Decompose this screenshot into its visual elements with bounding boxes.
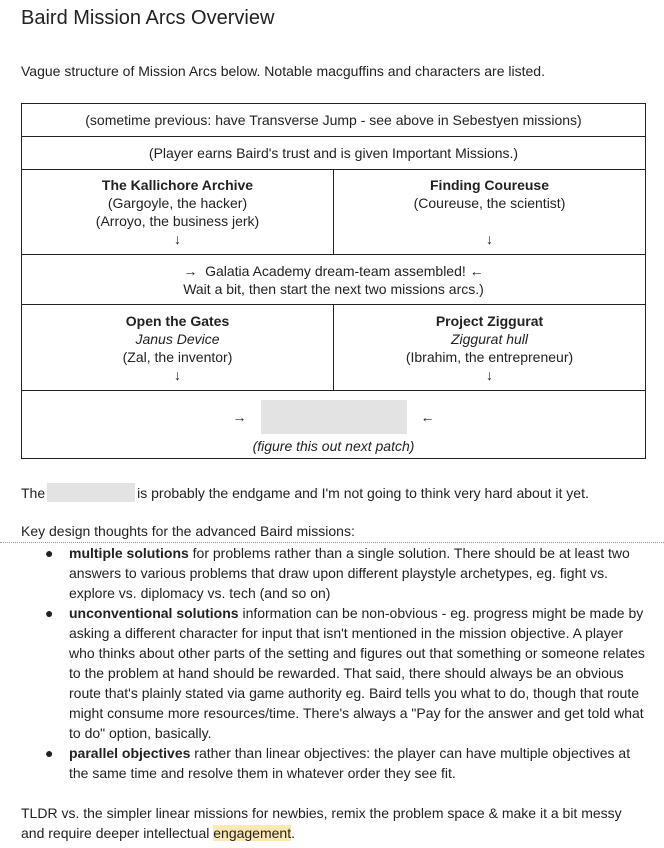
down-arrow: ↓ — [174, 231, 181, 247]
tldr-paragraph — [21, 803, 646, 843]
final-caption: (figure this out next patch) — [252, 438, 415, 454]
item-text: for problems rather than a single solution. There should be at least two answers to various problems that draw upon different playstyle archetypes, eg. fight vs. explore vs. diplomacy vs. tech (and so on) — [69, 545, 630, 601]
list-item — [21, 603, 646, 743]
mission-arcs-table — [21, 103, 646, 459]
bullet-icon: ● — [45, 605, 54, 621]
arc-cell-kallichore — [22, 170, 334, 255]
right-arrow: → — [183, 262, 198, 279]
left-arrow: ← — [420, 409, 435, 425]
item-keyword: parallel objectives — [69, 745, 191, 761]
redacted-block — [261, 400, 407, 434]
design-heading: Key design thoughts for the advanced Baird missions: — [21, 523, 355, 539]
arc-macguffin: Janus Device — [135, 330, 220, 347]
arc-character: (Coureuse, the scientist) — [413, 195, 566, 211]
tldr-end: . — [291, 825, 295, 841]
arc-title: The Kallichore Archive — [101, 177, 254, 193]
down-arrow: ↓ — [486, 366, 493, 383]
arc-cell-gates — [22, 305, 334, 391]
endgame-suffix: is probably the endgame and I'm not going to think very hard about it yet. — [137, 485, 589, 501]
arc-title: Finding Coureuse — [430, 177, 549, 193]
arc-title: Project Ziggurat — [435, 312, 544, 329]
list-item — [21, 743, 646, 783]
right-arrow: → — [232, 409, 247, 425]
design-list — [21, 543, 646, 783]
item-text: rather than linear objectives: the player can have multiple objectives at the same time and resolve them in whatever order they see fit. — [69, 745, 631, 781]
intro-paragraph: Vague structure of Mission Arcs below. Notable macguffins and characters are listed. — [21, 63, 545, 79]
arc-character: (Gargoyle, the hacker) — [107, 195, 248, 211]
bullet-icon: ● — [45, 745, 54, 761]
down-arrow: ↓ — [174, 366, 181, 383]
tldr-text: TLDR vs. the simpler linear missions for newbies, remix the problem space & make it a bit messy and require deeper intellectual — [21, 805, 622, 841]
item-text: information can be non-obvious - eg. progress might be made by asking a different character for input that isn't mentioned in the mission objective. A player who thinks about other parts of the setting and figures out that something or someone relates to the problem at hand should be rewarded. That said, there should always be an obvious route that's plainly stated via game authority eg. Baird tells you what to do, though that route might consume more resources/time. There's always a "Pay for the answer and get told what to do" option, basically. — [69, 605, 645, 741]
arc-title: Open the Gates — [125, 312, 230, 329]
arc-cell-galatia — [22, 255, 646, 305]
list-item — [21, 543, 646, 603]
arc-macguffin: Ziggurat hull — [450, 330, 529, 347]
arc-cell-trust: (Player earns Baird's trust and is given Important Missions.) — [22, 137, 646, 170]
left-arrow: ← — [469, 262, 484, 279]
arc-cell-coureuse — [334, 170, 646, 255]
arc-cell-final — [22, 391, 646, 459]
bullet-icon: ● — [45, 545, 54, 561]
highlighted-word[interactable]: engagement — [213, 825, 292, 841]
endgame-paragraph — [21, 483, 589, 502]
endgame-prefix: The — [21, 485, 46, 501]
arc-cell-ziggurat — [334, 305, 646, 391]
arc-character: (Arroyo, the business jerk) — [95, 213, 260, 229]
arc-cell-previous: (sometime previous: have Transverse Jump - see above in Sebestyen missions) — [22, 104, 646, 137]
document-title: Baird Mission Arcs Overview — [21, 7, 275, 29]
redacted-inline — [47, 483, 135, 502]
down-arrow: ↓ — [486, 231, 493, 247]
item-keyword: multiple solutions — [69, 545, 189, 561]
galatia-text: Galatia Academy dream-team assembled! — [205, 262, 466, 279]
arc-character: (Ibrahim, the entrepreneur) — [405, 348, 574, 365]
arc-character: (Zal, the inventor) — [122, 348, 233, 365]
galatia-subtext: Wait a bit, then start the next two missions arcs.) — [183, 280, 484, 297]
item-keyword: unconventional solutions — [69, 605, 239, 621]
